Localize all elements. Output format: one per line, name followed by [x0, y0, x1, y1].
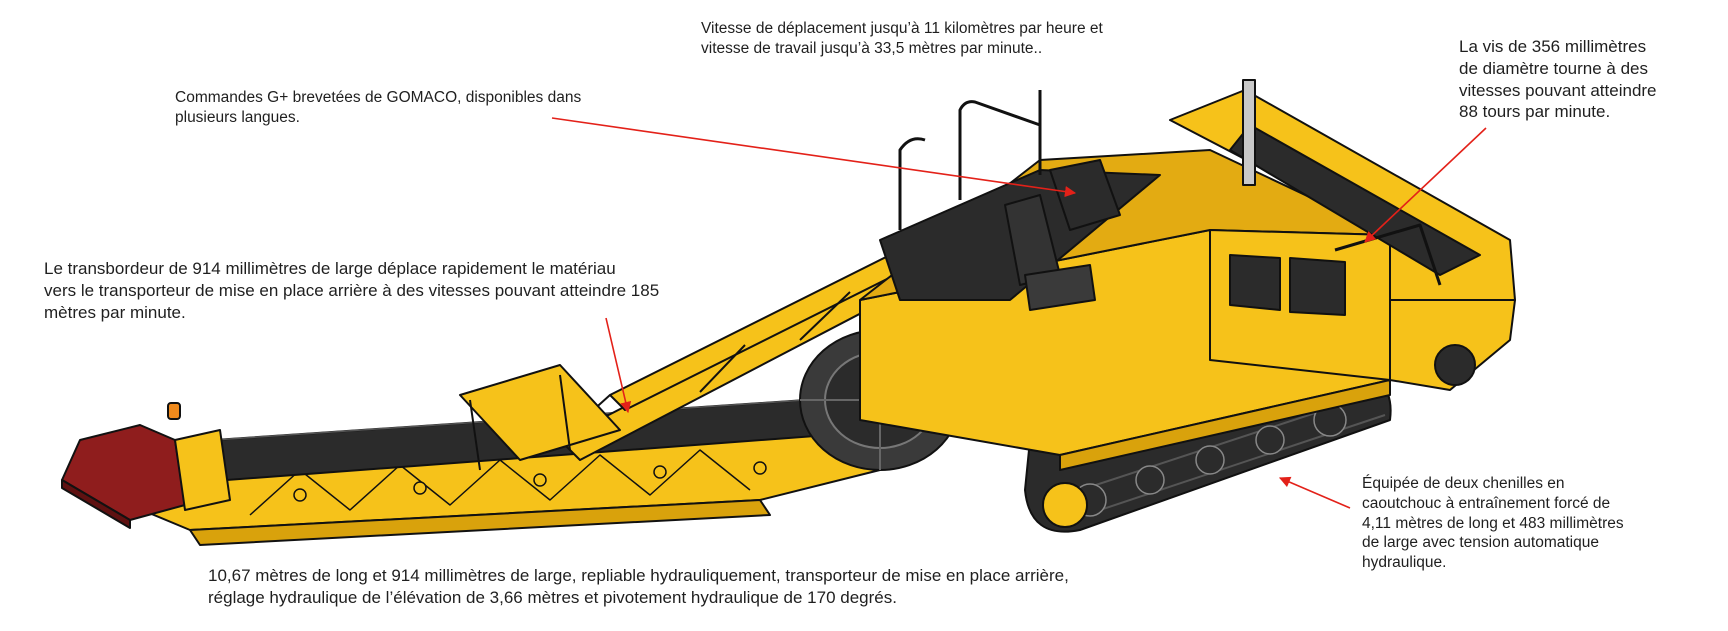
callout-travel-speed: Vitesse de déplacement jusqu’à 11 kilomètres par heure et vitesse de travail jusqu’à 33,5 mètres par minute..	[701, 20, 1103, 57]
callout-transfer-conveyor: Le transbordeur de 914 millimètres de large déplace rapidement le matériau vers le transporteur de mise en place arrière à des vitesses pouvant atteindre 185 mètres par minute.	[44, 259, 660, 322]
beacon-light	[168, 403, 180, 419]
callout-placement-conveyor: 10,67 mètres de long et 914 millimètres de large, repliable hydrauliquement, transporteur de mise en place arrière, réglage hydraulique de l’élévation de 3,66 mètres et pivotement hydraulique de 170 degrés.	[208, 566, 1069, 607]
machine-body	[860, 80, 1515, 470]
discharge-hood	[62, 425, 185, 520]
callout-controls: Commandes G+ brevetées de GOMACO, disponibles dans plusieurs langues.	[175, 89, 582, 126]
callout-screw: La vis de 356 millimètres de diamètre tourne à des vitesses pouvant atteindre 88 tours par minute.	[1459, 37, 1657, 122]
callout-tracks: Équipée de deux chenilles en caoutchouc à entraînement forcé de 4,11 mètres de long et 483 millimètres de large avec tension automatique hydraulique.	[1362, 475, 1624, 572]
arrow-tracks	[1280, 478, 1350, 508]
arrow-controls	[552, 118, 1075, 193]
track-drive-wheel	[1043, 483, 1087, 527]
placement-conveyor	[62, 395, 895, 545]
exhaust-stack	[1243, 80, 1255, 185]
